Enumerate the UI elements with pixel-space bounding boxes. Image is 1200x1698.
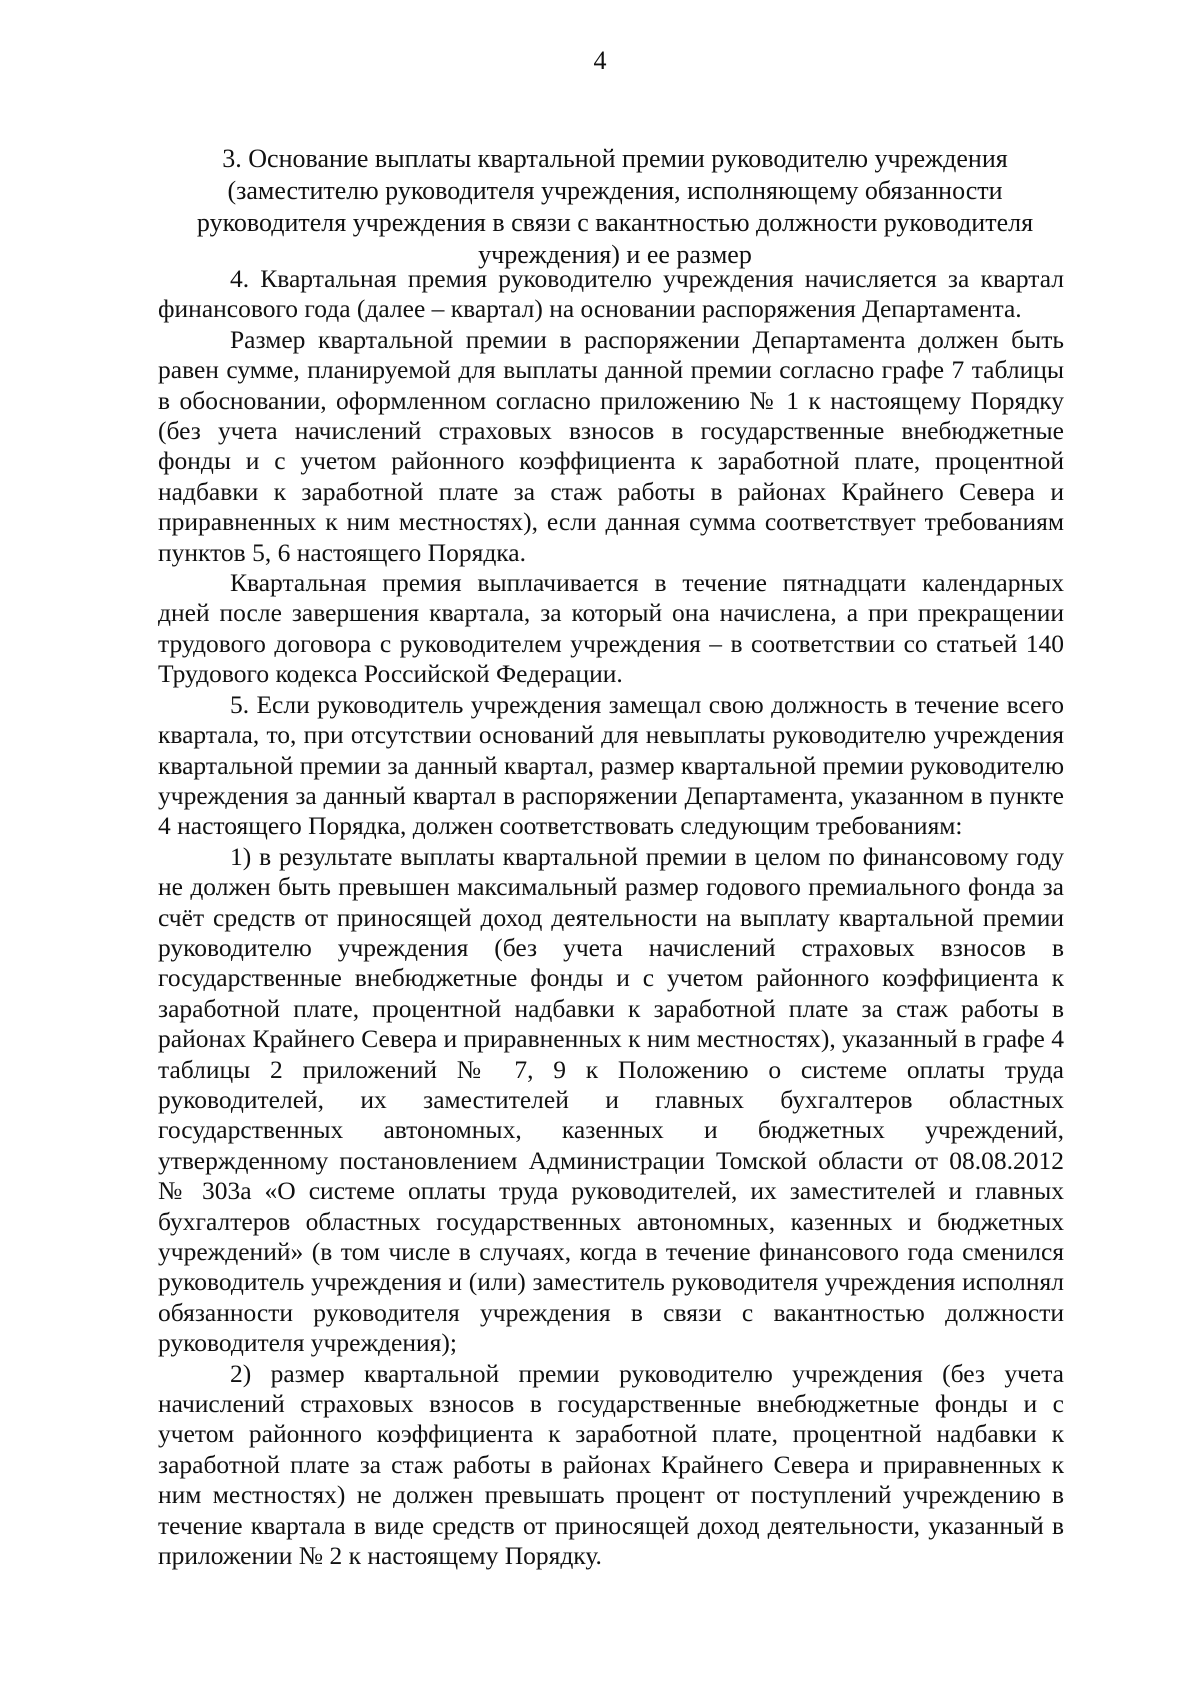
page-number: 4: [593, 46, 607, 75]
paragraph-5-item-1: 1) в результате выплаты квартальной премии в целом по финансовому году не должен быть превышен максимальный размер годового премиального фонда за счёт средств от приносящей доход деятельности на выплату квартальной премии руководителю учреждения (без учета начислений страховых взносов в государственные внебюджетные фонды и с учетом районного коэффициента к заработной плате, процентной надбавки к заработной плате за стаж работы в районах Крайнего Севера и приравненных к ним местностях), указанный в графе 4 таблицы 2 приложений № 7, 9 к Положению о системе оплаты труда руководителей, их заместителей и главных бухгалтеров областных государственных автономных, казенных и бюджетных учреждений, утвержденному постановлением Администрации Томской области от 08.08.2012 № 303а «О системе оплаты труда руководителей, их заместителей и главных бухгалтеров областных государственных автономных, казенных и бюджетных учреждений» (в том числе в случаях, когда в течение финансового года сменился руководитель учреждения и (или) заместитель руководителя учреждения исполнял обязанности руководителя учреждения в связи с вакантностью должности руководителя учреждения);: [158, 841, 1064, 1358]
paragraph-bonus-amount: Размер квартальной премии в распоряжении Департамента должен быть равен сумме, планируемой для выплаты данной премии согласно графе 7 таблицы в обосновании, оформленном согласно приложению № 1 к настоящему Порядку (без учета начислений страховых взносов в государственные внебюджетные фонды и с учетом районного коэффициента к заработной плате, процентной надбавки к заработной плате за стаж работы в районах Крайнего Севера и приравненных к ним местностях), если данная сумма соответствует требованиям пунктов 5, 6 настоящего Порядка.: [158, 324, 1064, 567]
paragraph-bonus-payment: Квартальная премия выплачивается в течение пятнадцати календарных дней после завершения квартала, за который она начислена, а при прекращении трудового договора с руководителем учреждения – в соответствии со статьей 140 Трудового кодекса Российской Федерации.: [158, 568, 1064, 689]
section-heading: 3. Основание выплаты квартальной премии руководителю учреждения (заместителю руководителя учреждения, исполняющему обязанности руководителя учреждения в связи с вакантностью должности руководителя учреждения) и ее размер: [196, 144, 1034, 269]
paragraph-5-item-2: 2) размер квартальной премии руководителю учреждения (без учета начислений страховых взносов в государственные внебюджетные фонды и с учетом районного коэффициента к заработной плате, процентной надбавки к заработной плате за стаж работы в районах Крайнего Севера и приравненных к ним местностях) не должен превышать процент от поступлений учреждению в течение квартала в виде средств от приносящей доход деятельности, указанный в приложении № 2 к настоящему Порядку.: [158, 1358, 1064, 1571]
paragraph-5: 5. Если руководитель учреждения замещал свою должность в течение всего квартала, то, при отсутствии оснований для невыплаты руководителю учреждения квартальной премии за данный квартал, размер квартальной премии руководителю учреждения за данный квартал в распоряжении Департамента, указанном в пункте 4 настоящего Порядка, должен соответствовать следующим требованиям:: [158, 689, 1064, 841]
document-body: [158, 264, 1064, 1571]
paragraph-4: 4. Квартальная премия руководителю учреждения начисляется за квартал финансового года (далее – квартал) на основании распоряжения Департамента.: [158, 264, 1064, 324]
